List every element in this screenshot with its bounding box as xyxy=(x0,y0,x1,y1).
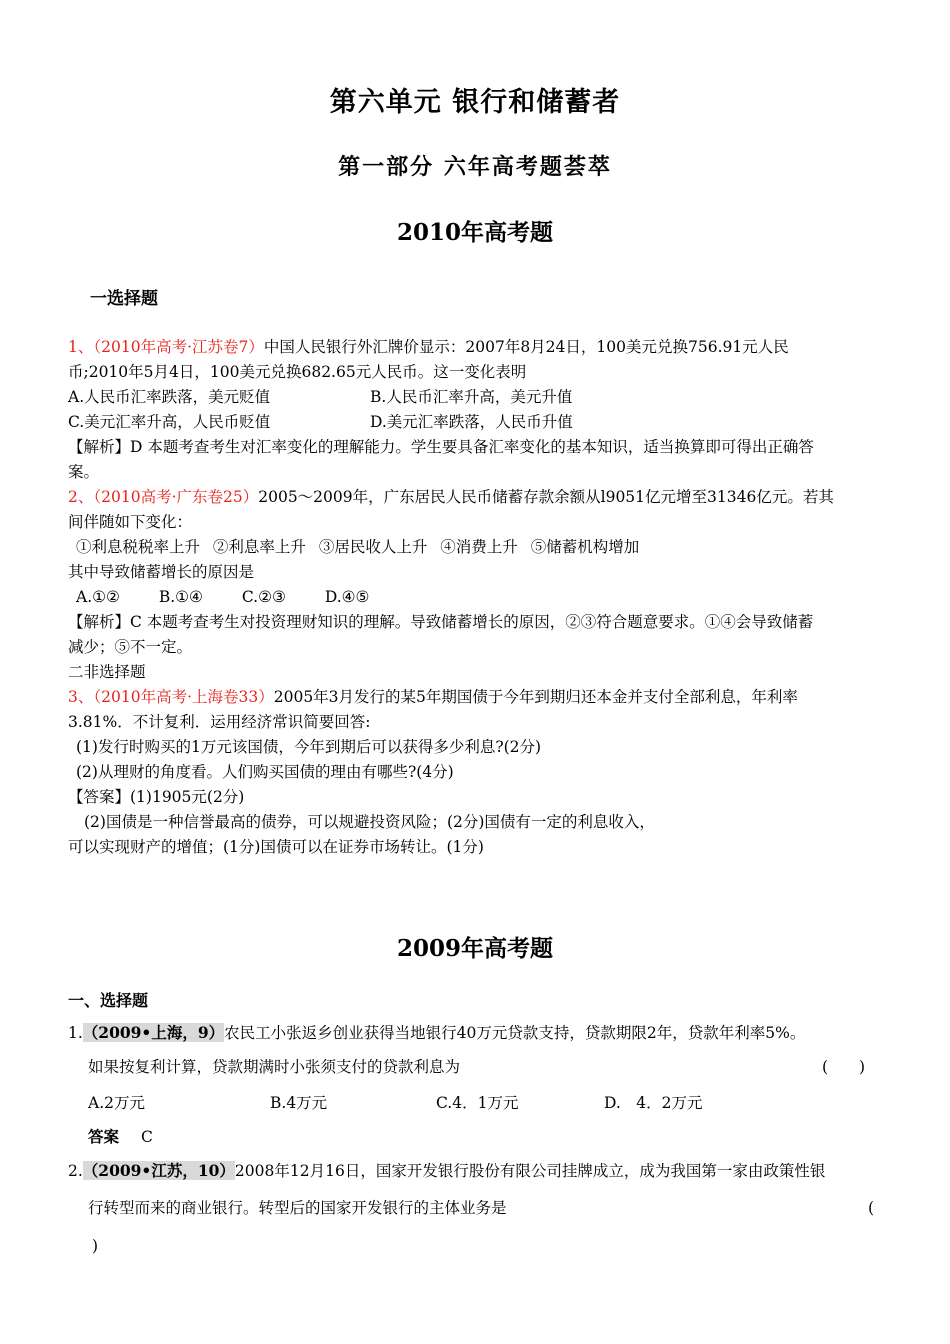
document-subtitle: 第一部分 六年高考题荟萃 xyxy=(338,154,612,180)
answer-bracket-open: ( xyxy=(868,1199,875,1217)
question-1-2009 xyxy=(68,1022,805,1044)
analysis-text: 【解析】D 本题考查考生对汇率变化的理解能力。学生要具备汇率变化的基本知识，适当换算即可得出正确答 xyxy=(68,438,814,456)
section-heading-2010: 2010年高考题 xyxy=(396,219,553,246)
options-row: A.①② B.①④ C.②③ D.④⑤ xyxy=(76,588,370,606)
answer-label: 答案 xyxy=(88,1127,120,1146)
option-a: A.2万元 xyxy=(88,1094,145,1112)
option-d: D.美元汇率跌落，人民币升值 xyxy=(370,413,573,431)
question-prompt: 其中导致储蓄增长的原因是 xyxy=(68,563,255,581)
question-source: （2010年高考·江苏卷7） xyxy=(93,338,264,356)
question-number: 3、 xyxy=(68,688,94,706)
question-source: （2009•上海，9） xyxy=(82,1023,225,1042)
option-a: A.人民币汇率跌落，美元贬值 xyxy=(68,388,271,406)
question-1-2010 xyxy=(68,336,789,358)
question-source: （2010年高考·上海卷33） xyxy=(93,688,274,706)
option-c: C.美元汇率升高，人民币贬值 xyxy=(68,413,271,431)
option-d: D. 4．2万元 xyxy=(604,1094,703,1112)
answer-value: C xyxy=(141,1128,153,1146)
sub-question-1: (1)发行时购买的1万元该国债，今年到期后可以获得多少利息?(2分) xyxy=(76,738,542,756)
question-text: 2008年12月16日，国家开发银行股份有限公司挂牌成立，成为我国第一家由政策性银 xyxy=(234,1162,826,1180)
option-c: C.4．1万元 xyxy=(436,1094,519,1112)
question-source: （2009•江苏，10） xyxy=(82,1161,235,1180)
option-b: B.4万元 xyxy=(270,1094,328,1112)
question-text: 2005年3月发行的某5年期国债于今年到期归还本金并支付全部利息，年利率 xyxy=(273,688,798,706)
question-2-2010 xyxy=(68,486,834,508)
question-number: 2. xyxy=(68,1162,83,1180)
question-number: 1、 xyxy=(68,338,94,356)
document-title: 第六单元 银行和储蓄者 xyxy=(329,87,621,118)
sub-question-2: (2)从理财的角度看。人们购买国债的理由有哪些?(4分) xyxy=(76,763,454,781)
part-heading-choice-2010: 一选择题 xyxy=(90,289,158,309)
question-text-line: 如果按复利计算，贷款期满时小张须支付的贷款利息为 xyxy=(88,1058,461,1076)
question-number: 2、 xyxy=(68,488,94,506)
question-text-line: 间伴随如下变化： xyxy=(68,513,193,531)
analysis-text-line: 案。 xyxy=(68,463,100,481)
section-heading-2009: 2009年高考题 xyxy=(396,935,553,962)
question-3-2010 xyxy=(68,686,798,708)
change-items: ①利息税税率上升 ②利息率上升 ③居民收人上升 ④消费上升 ⑤储蓄机构增加 xyxy=(76,538,640,556)
question-text: 2005～2009年，广东居民人民币储蓄存款余额从l9051亿元增至31346亿元。若其 xyxy=(258,488,834,506)
question-2-2009 xyxy=(68,1160,825,1182)
question-text-line: 3.81%．不计复利．运用经济常识简要回答: xyxy=(68,713,371,731)
question-text-line: 币;2010年5月4日，100美元兑换682.65元人民币。这一变化表明 xyxy=(68,363,527,381)
analysis-text: 【解析】C 本题考查考生对投资理财知识的理解。导致储蓄增长的原因，②③符合题意要求。①④会导致储蓄 xyxy=(68,613,814,631)
part-heading-choice-2009: 一、选择题 xyxy=(68,991,149,1010)
part-heading-nonchoice-2010: 二非选择题 xyxy=(68,663,146,681)
answer-text-line: (2)国债是一种信誉最高的债券，可以规避投资风险；(2分)国债有一定的利息收入， xyxy=(84,813,655,831)
answer-bracket: ( ) xyxy=(822,1058,866,1076)
question-text: 农民工小张返乡创业获得当地银行40万元贷款支持，贷款期限2年，贷款年利率5%。 xyxy=(224,1024,806,1042)
question-source: （2010高考·广东卷25） xyxy=(93,488,259,506)
question-text-line: 行转型而来的商业银行。转型后的国家开发银行的主体业务是 xyxy=(88,1199,507,1217)
analysis-text-line: 减少；⑤不一定。 xyxy=(68,638,193,656)
answer-text: 【答案】(1)1905元(2分) xyxy=(68,788,245,806)
answer-row xyxy=(88,1126,153,1148)
question-text: 中国人民银行外汇牌价显示：2007年8月24日，100美元兑换756.91元人民 xyxy=(263,338,789,356)
answer-text-line: 可以实现财产的增值；(1分)国债可以在证券市场转让。(1分) xyxy=(68,838,484,856)
answer-bracket-close: ) xyxy=(92,1237,99,1255)
question-number: 1. xyxy=(68,1024,83,1042)
option-b: B.人民币汇率升高，美元升值 xyxy=(370,388,573,406)
